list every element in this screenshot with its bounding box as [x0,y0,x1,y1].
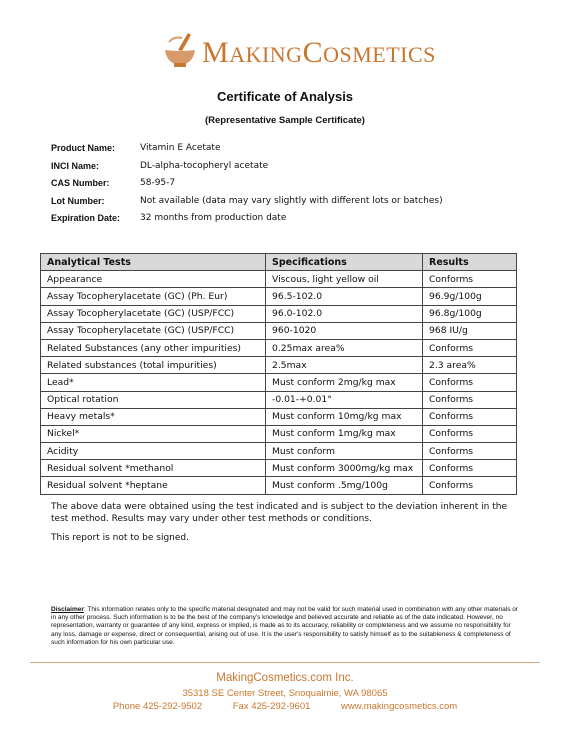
cas-number-row [51,178,443,196]
table-row [41,477,517,494]
result-cell: Conforms [423,425,517,442]
spec-cell: Must conform 1mg/kg max [266,425,423,442]
result-cell: 96.9g/100g [423,288,517,305]
result-cell: 2.3 area% [423,357,517,374]
test-cell: Lead* [41,374,266,391]
spec-cell: Must conform 2mg/kg max [266,374,423,391]
table-row [41,322,517,339]
table-row [41,408,517,425]
spec-cell: Must conform 10mg/kg max [266,408,423,425]
analysis-table [40,253,517,495]
disclaimer-text: : This information relates only to the specific material designated and may not be valid for such material used in combination with any other materials or in any other process. Such information is to be the best of the company's knowledge and believed accurate and reliable as of the date indicated. However, no representation, warranty or guarantee of any kind, express or implied, is made as to its accuracy, reliability or completeness and we assume no responsibility for any loss, damage or expense, direct or consequential, arising out of use. It is the user's responsibility to satisfy himself as to the suitableness & completeness of such information for his own particular use. [51,606,519,646]
info-value: Vitamin E Acetate [140,143,221,153]
page-title: Certificate of Analysis [216,89,354,104]
table-row [41,460,517,477]
column-header: Analytical Tests [41,254,266,271]
table-row [41,374,517,391]
test-cell: Assay Tocopherylacetate (GC) (Ph. Eur) [41,288,266,305]
table-row [41,357,517,374]
info-label: Expiration Date: [51,213,121,224]
spec-cell: 2.5max [266,357,423,374]
test-cell: Related Substances (any other impurities) [41,339,266,356]
column-header: Specifications [266,254,423,271]
spec-cell: 96.5-102.0 [266,288,423,305]
spec-cell: Must conform 3000mg/kg max [266,460,423,477]
disclaimer [51,606,519,647]
mortar-and-pestle-icon [160,30,200,70]
result-cell: Conforms [423,460,517,477]
column-header: Results [423,254,517,271]
test-cell: Nickel* [41,425,266,442]
spec-cell: 0.25max area% [266,339,423,356]
test-cell: Residual solvent *heptane [41,477,266,494]
result-cell: Conforms [423,271,517,288]
table-row [41,288,517,305]
test-cell: Heavy metals* [41,408,266,425]
spec-cell: 960-1020 [266,322,423,339]
footer-divider [30,662,540,663]
footer-company: MakingCosmetics.com Inc. [216,672,354,684]
product-info [51,143,443,231]
table-row [41,391,517,408]
info-value: DL-alpha-tocopheryl acetate [140,160,269,171]
expiration-date-row [51,213,443,231]
footer-fax: Fax 425-292-9601 [232,701,311,712]
spec-cell: Viscous, light yellow oil [266,271,423,288]
result-cell: Conforms [423,443,517,460]
footer-phone: Phone 425-292-9502 [112,701,203,712]
test-cell: Related substances (total impurities) [41,357,266,374]
footer-website-link[interactable]: www.makingcosmetics.com [341,701,458,712]
test-method-note: The above data were obtained using the test indicated and is subject to the deviation inherent in the test method. Results may vary under other test methods or conditions. [51,502,507,524]
result-cell: Conforms [423,477,517,494]
table-row [41,443,517,460]
page-subtitle: (Representative Sample Certificate) [205,115,365,126]
info-value: 32 months from production date [140,213,287,224]
footer-address: 35318 SE Center Street, Snoqualmie, WA 98065 [182,688,388,699]
table-header-row [41,254,517,271]
test-cell: Acidity [41,443,266,460]
product-name-row [51,143,443,161]
brand-logo [160,30,436,72]
test-cell: Assay Tocopherylacetate (GC) (USP/FCC) [41,322,266,339]
table-row [41,271,517,288]
brand-name: MAKINGCOSMETICS [202,36,436,69]
footer-contact [0,701,570,712]
test-cell: Residual solvent *methanol [41,460,266,477]
spec-cell: Must conform [266,443,423,460]
spec-cell: -0.01-+0.01° [266,391,423,408]
inci-name-row [51,161,443,179]
lot-number-row [51,196,443,214]
result-cell: 968 IU/g [423,322,517,339]
info-label: CAS Number: [51,178,110,189]
result-cell: Conforms [423,408,517,425]
spec-cell: 96.0-102.0 [266,305,423,322]
info-label: INCI Name: [51,160,100,171]
info-value: 58-95-7 [140,178,176,189]
unsigned-note: This report is not to be signed. [51,533,189,543]
table-row [41,425,517,442]
table-row [41,339,517,356]
result-cell: 96.8g/100g [423,305,517,322]
result-cell: Conforms [423,391,517,408]
result-cell: Conforms [423,339,517,356]
test-cell: Optical rotation [41,391,266,408]
table-row [41,305,517,322]
test-cell: Assay Tocopherylacetate (GC) (USP/FCC) [41,305,266,322]
result-cell: Conforms [423,374,517,391]
disclaimer-label: Disclaimer [51,606,84,613]
info-value: Not available (data may vary slightly with different lots or batches) [140,195,443,206]
info-label: Product Name: [51,143,116,153]
spec-cell: Must conform .5mg/100g [266,477,423,494]
info-label: Lot Number: [51,195,105,206]
test-cell: Appearance [41,271,266,288]
